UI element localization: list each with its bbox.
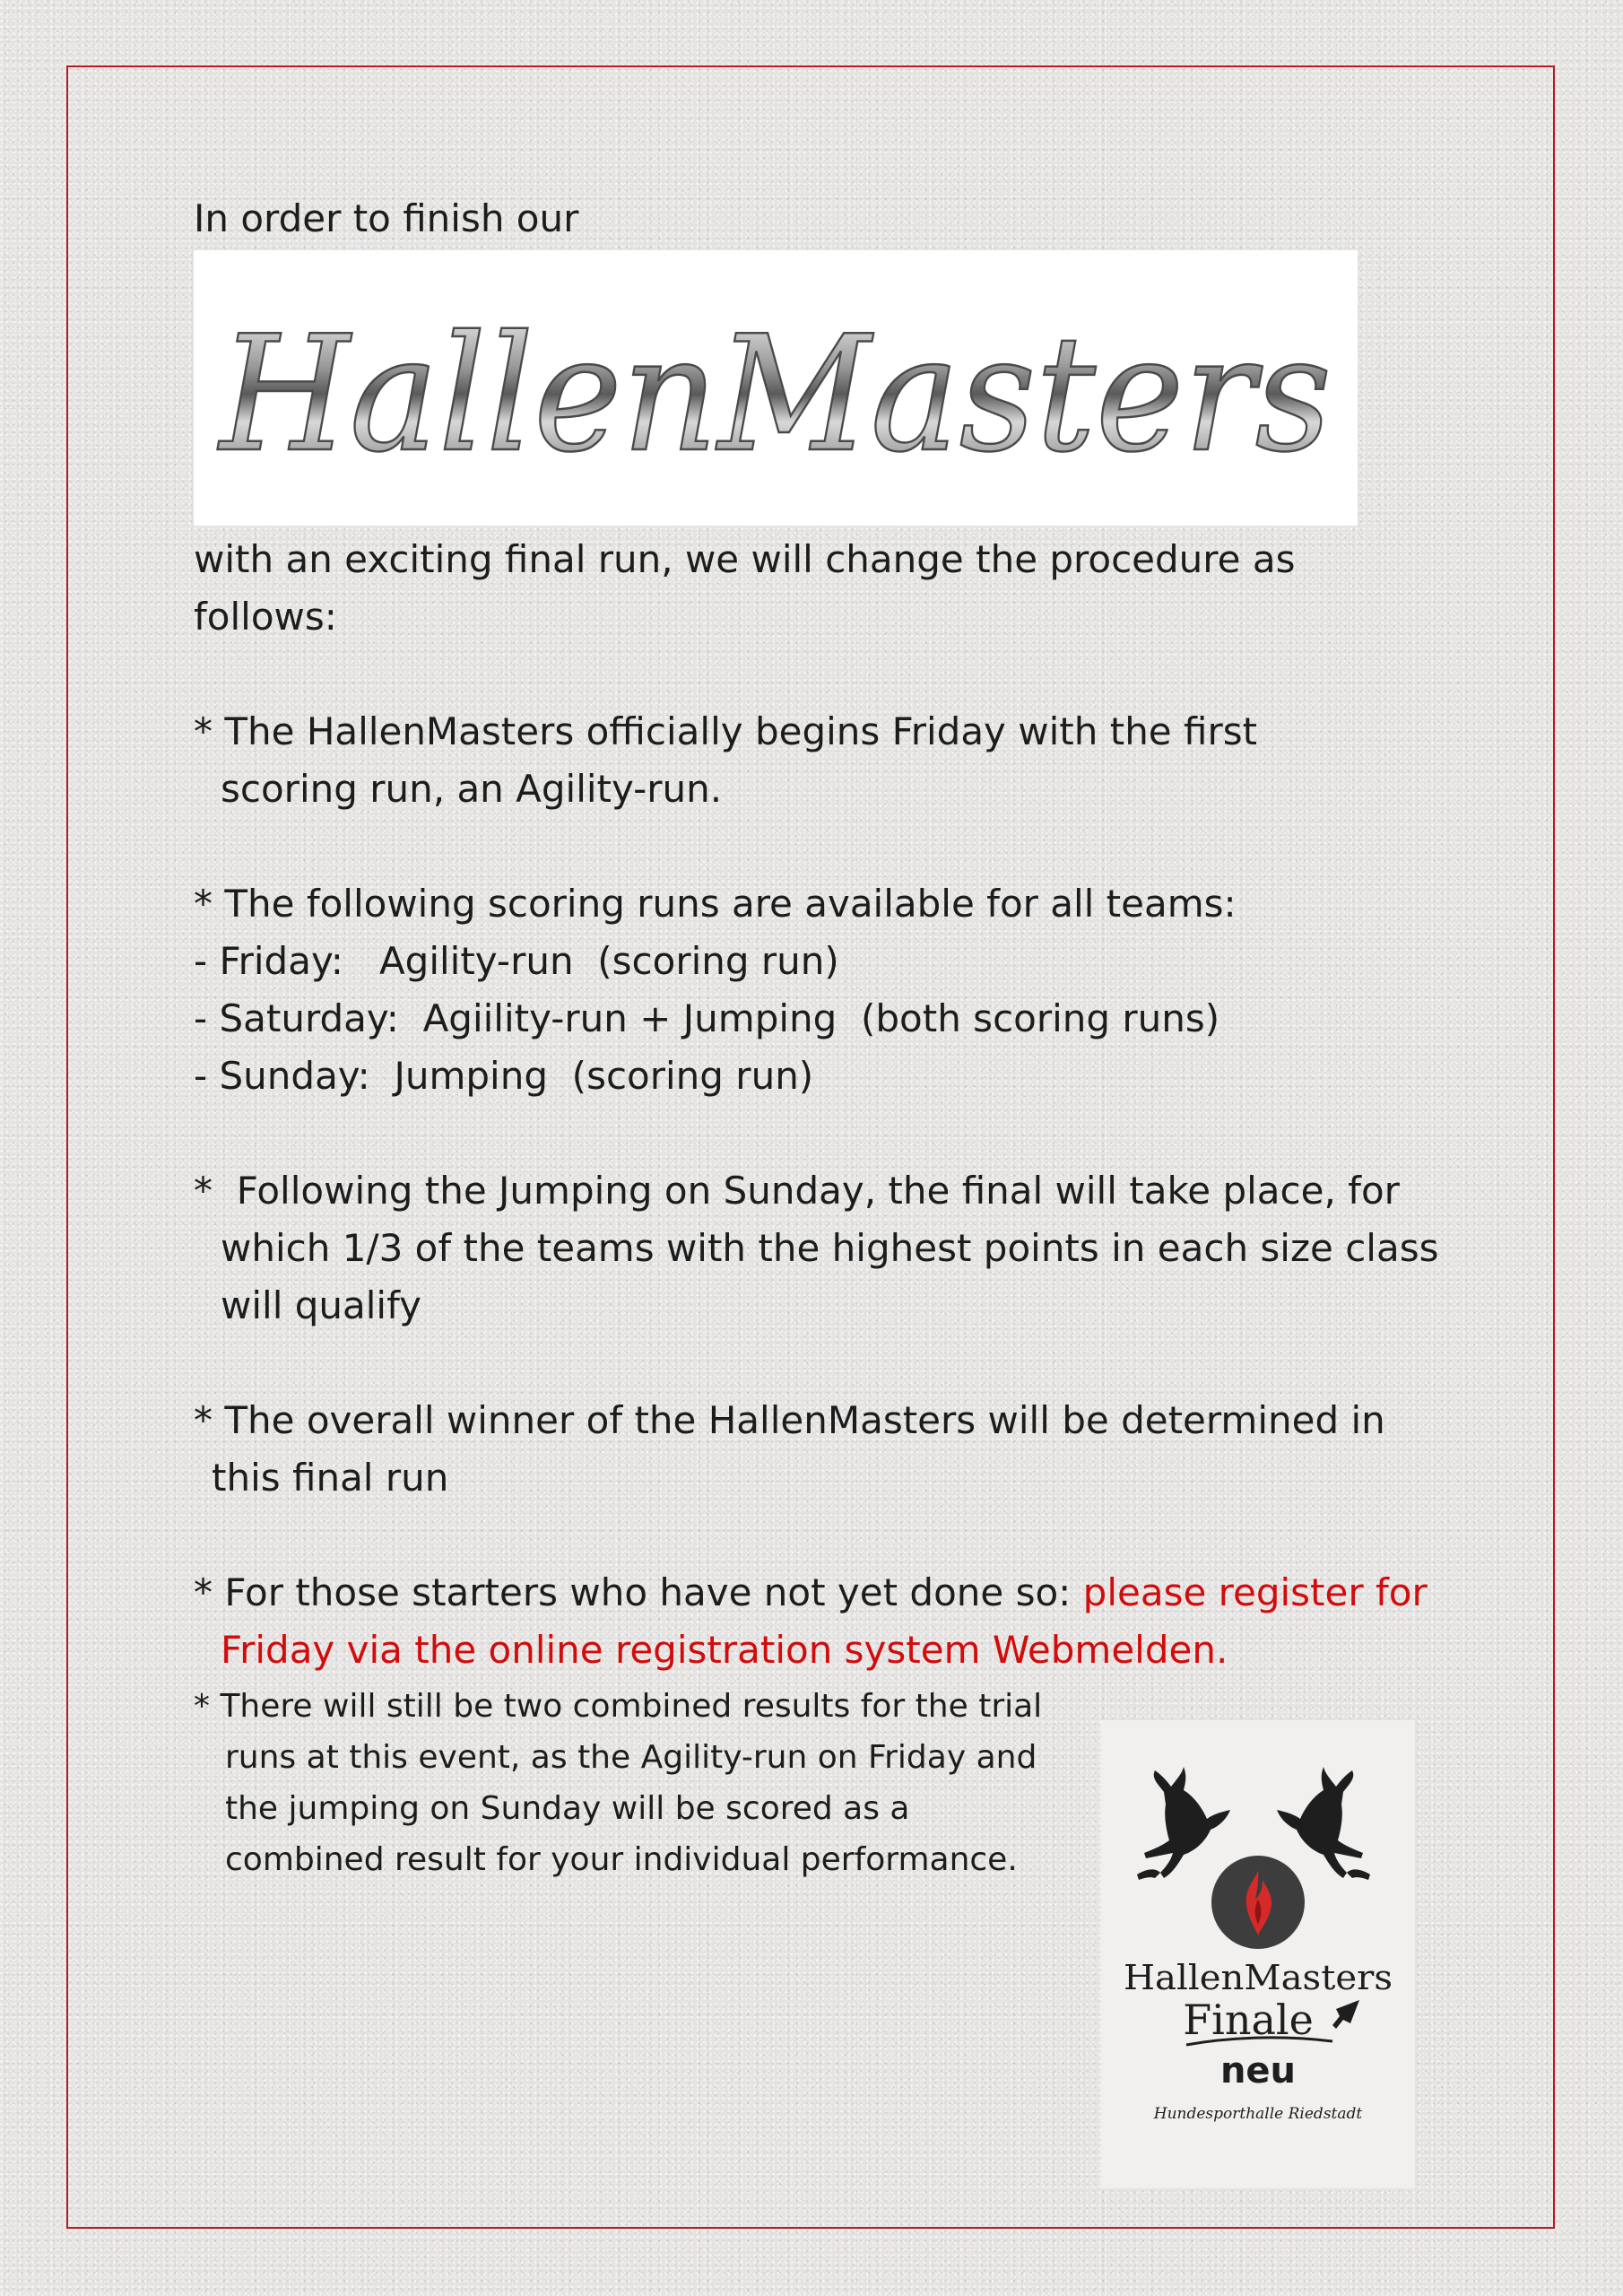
bullet-6-line-4: combined result for your individual performance. — [225, 1841, 1018, 1878]
bullet-6-line-1: * There will still be two combined results for the trial — [194, 1688, 1043, 1725]
bullet-4-line-1: * The overall winner of the HallenMasters will be determined in — [194, 1398, 1385, 1442]
bullet-2-line-1: * The following scoring runs are available for all teams: — [194, 882, 1237, 926]
rocket-icon — [1332, 2000, 1359, 2029]
bullet-4-line-2: this final run — [212, 1456, 449, 1500]
badge-venue: Hundesporthalle Riedstadt — [1153, 2105, 1363, 2123]
schedule-friday: - Friday: Agility-run (scoring run) — [194, 939, 839, 983]
bullet-3-line-1: * Following the Jumping on Sunday, the final will take place, for — [194, 1169, 1400, 1213]
logo-script-text: HallenMasters — [217, 301, 1332, 487]
register-notice-line-2: Friday via the online registration system Webmelden. — [221, 1628, 1228, 1672]
hallenmasters-logo-banner — [194, 250, 1358, 526]
badge-title: HallenMasters — [1124, 1958, 1393, 1997]
combined-results-note — [194, 1681, 1090, 1885]
schedule-saturday: - Saturday: Agiility-run + Jumping (both scoring runs) — [194, 996, 1220, 1040]
lead-text: with an exciting final run, we will change the procedure as follows: — [194, 537, 1296, 639]
bullet-3-line-2: which 1/3 of the teams with the highest points in each size class — [221, 1226, 1439, 1270]
register-notice: please register for — [1082, 1570, 1428, 1614]
badge-subtitle: Finale — [1183, 1996, 1314, 2044]
bullet-5-line-1 — [194, 1564, 1449, 1622]
right-dog-icon — [1277, 1767, 1370, 1880]
bullet-1-line-1: * The HallenMasters officially begins Friday with the first — [194, 709, 1258, 753]
intro-text: In order to finish our — [194, 196, 579, 240]
badge-tag: neu — [1219, 2050, 1297, 2092]
bullet-1-line-2: scoring run, an Agility-run. — [221, 767, 723, 811]
left-dog-icon — [1137, 1767, 1230, 1880]
bullet-5-plain-text: * For those starters who have not yet done so: — [194, 1570, 1083, 1614]
bullet-6-line-2: runs at this event, as the Agility-run on Friday and — [225, 1739, 1037, 1776]
schedule-sunday: - Sunday: Jumping (scoring run) — [194, 1054, 814, 1098]
bullet-6-line-3: the jumping on Sunday will be scored as a — [225, 1790, 910, 1827]
procedure-content — [194, 531, 1449, 1679]
bullet-3-line-3: will qualify — [221, 1283, 421, 1327]
hallenmasters-finale-badge — [1101, 1720, 1415, 2188]
